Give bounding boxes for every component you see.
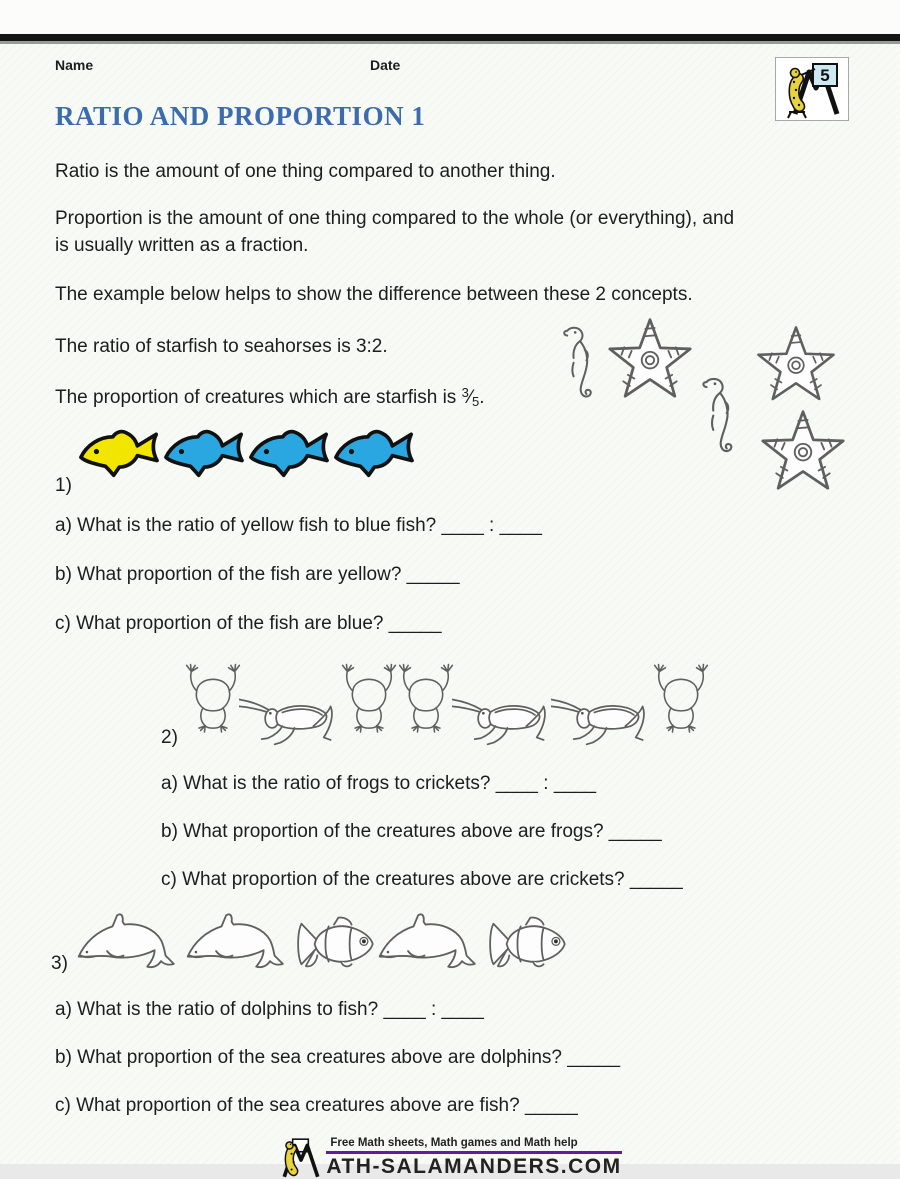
intro-paragraph-example: The example below helps to show the difference between these 2 concepts. xyxy=(55,283,693,305)
frog-icon xyxy=(338,655,400,747)
question1-b: b) What proportion of the fish are yellow? _____ xyxy=(55,563,460,585)
clownfish-icon xyxy=(290,915,378,973)
footer-text xyxy=(326,1137,621,1179)
question2-block xyxy=(161,773,845,891)
frog-icon xyxy=(395,655,457,747)
footer-tagline: Free Math sheets, Math games and Math help xyxy=(326,1137,621,1154)
cricket-icon xyxy=(551,684,655,746)
question1-block xyxy=(55,515,845,635)
math-salamanders-logo-icon xyxy=(278,1137,324,1179)
worksheet-content xyxy=(0,57,900,1179)
starfish-icon xyxy=(603,316,697,408)
question2-creature-row xyxy=(161,653,845,747)
name-label: Name xyxy=(55,57,94,73)
footer-brand xyxy=(55,1137,845,1179)
question3-creature-row xyxy=(51,907,845,973)
fish-blue-icon xyxy=(331,425,421,483)
dolphin-icon xyxy=(373,909,487,973)
seahorse-icon xyxy=(699,374,741,464)
example-ratio-line: The ratio of starfish to seahorses is 3:2. xyxy=(55,335,388,357)
question2-b: b) What proportion of the creatures above are frogs? _____ xyxy=(161,820,662,842)
intro-proportion-line2: is usually written as a fraction. xyxy=(55,234,309,256)
question3-b: b) What proportion of the sea creatures above are dolphins? _____ xyxy=(55,1046,621,1068)
date-label: Date xyxy=(370,57,401,73)
fish-blue-icon xyxy=(246,425,336,483)
dolphin-icon xyxy=(181,909,295,973)
question3-number: 3) xyxy=(51,952,68,974)
starfish-icon xyxy=(755,408,851,500)
example-creature-cluster xyxy=(552,312,858,510)
fish-blue-icon xyxy=(161,425,251,483)
question2-a: a) What is the ratio of frogs to crickets? ____ : ____ xyxy=(161,772,597,794)
frog-icon xyxy=(650,655,712,747)
cricket-icon xyxy=(452,684,556,746)
question3-c: c) What proportion of the sea creatures above are fish? _____ xyxy=(55,1094,578,1116)
page-title: RATIO AND PROPORTION 1 xyxy=(55,101,426,131)
clownfish-icon xyxy=(482,915,570,973)
starfish-icon xyxy=(749,324,843,410)
fraction-three-fifths: $^3⁄_5$ xyxy=(461,384,480,409)
dolphin-icon xyxy=(72,909,186,973)
top-margin-strip xyxy=(0,0,900,34)
salamander-badge-icon xyxy=(779,60,845,118)
badge-number: 5 xyxy=(820,66,830,85)
question1-number: 1) xyxy=(55,474,72,496)
intro-proportion-line1: Proportion is the amount of one thing compared to the whole (or everything), and xyxy=(55,207,735,229)
intro-paragraph-proportion xyxy=(55,206,845,260)
fish-yellow-icon xyxy=(76,425,166,483)
seahorse-icon xyxy=(560,322,600,410)
question3-a: a) What is the ratio of dolphins to fish? ____ : ____ xyxy=(55,998,484,1020)
intro-paragraph-ratio: Ratio is the amount of one thing compared to another thing. xyxy=(55,161,556,182)
example-proportion-text: The proportion of creatures which are starfish is xyxy=(55,386,462,408)
corner-logo xyxy=(775,57,849,121)
header-row xyxy=(55,57,845,75)
question1-a: a) What is the ratio of yellow fish to blue fish? ____ : ____ xyxy=(55,514,542,536)
frog-icon xyxy=(182,655,244,747)
question1-c: c) What proportion of the fish are blue? _____ xyxy=(55,612,442,634)
example-proportion-line: The proportion of creatures which are starfish is $^3⁄_5$. xyxy=(55,384,485,409)
cricket-icon xyxy=(239,684,343,746)
footer-brand-text: ATH-SALAMANDERS.COM xyxy=(326,1154,622,1178)
question2-number: 2) xyxy=(161,726,178,748)
top-divider-bar xyxy=(0,34,900,44)
question3-block xyxy=(55,999,845,1117)
question2-c: c) What proportion of the creatures above are crickets? _____ xyxy=(161,868,683,890)
